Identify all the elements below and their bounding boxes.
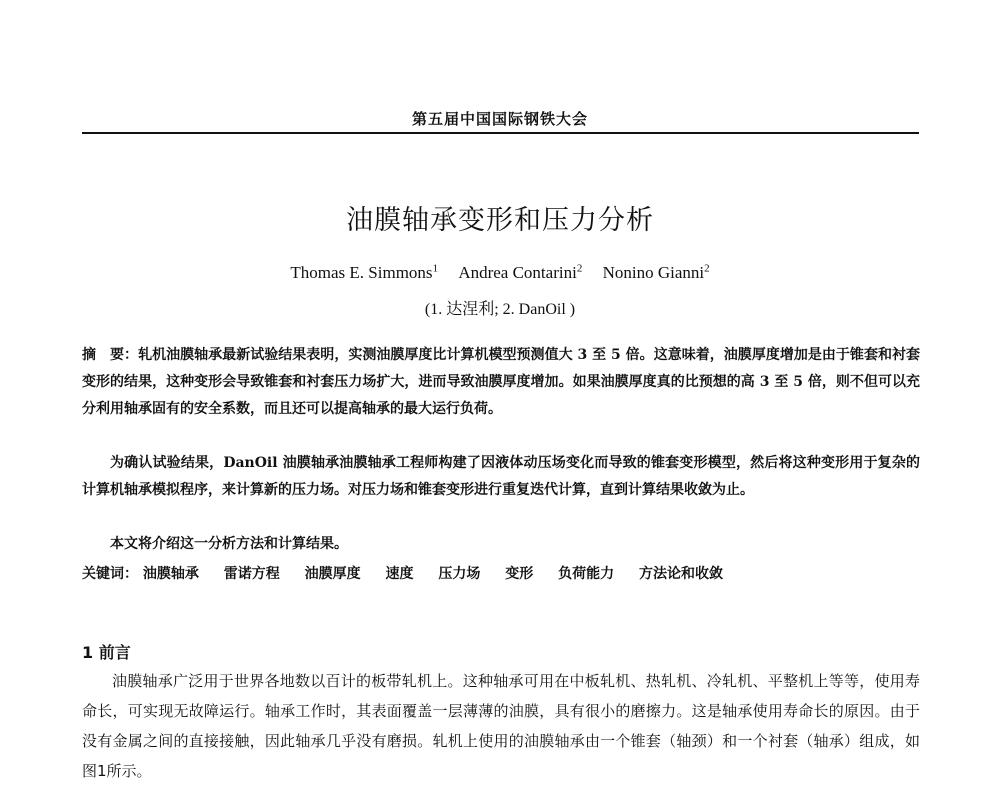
conference-header: 第五届中国国际钢铁大会 <box>411 110 588 128</box>
section-body-text: 油膜轴承广泛用于世界各地数以百计的板带轧机上。这种轴承可用在中板轧机、热轧机、冷轧机、平整机上等等，使用寿命长，可实现无故障运行。轴承工作时，其表面覆盖一层薄薄的油膜，具有很小的磨擦力。这是轴承使用寿命长的原因。由于没有金属之间的直接接触，因此轴承几乎没有磨损。轧机上使用的油膜轴承由一个锥套（轴颈）和一个衬套（轴承）组成，如图1所示。 <box>82 672 920 780</box>
keyword: 方法论和收敛 <box>639 566 723 582</box>
keywords-label: 关键词： <box>82 566 138 582</box>
author-name: Nonino Gianni <box>602 262 705 282</box>
author-2 <box>458 263 582 282</box>
author-affil-mark: 2 <box>576 262 583 274</box>
keyword: 负荷能力 <box>558 566 615 582</box>
author-1 <box>290 263 438 282</box>
header-rule <box>82 132 919 134</box>
keyword: 速度 <box>385 566 414 582</box>
paper-title: 油膜轴承变形和压力分析 <box>346 205 654 236</box>
keyword: 油膜轴承 <box>142 566 199 582</box>
author-list <box>0 262 1000 283</box>
affiliation-line: (1. 达涅利; 2. DanOil ) <box>424 301 576 318</box>
abstract-label: 摘 要： <box>82 347 139 363</box>
abstract-paragraph-1 <box>82 342 920 423</box>
author-3 <box>603 263 710 282</box>
keywords-line <box>82 563 920 583</box>
author-name: Thomas E. Simmons <box>290 262 433 282</box>
author-name: Andrea Contarini <box>458 262 577 282</box>
author-affil-mark: 2 <box>704 262 710 274</box>
keyword: 压力场 <box>438 566 481 582</box>
abstract-paragraph-2: 为确认试验结果，DanOil 油膜轴承油膜轴承工程师构建了因液体动压场变化而导致的锥套变形模型，然后将这种变形用于复杂的计算机轴承模拟程序，来计算新的压力场。对压力场和锥套变形进行重复迭代计算，直到计算结果收敛为止。 <box>82 455 920 498</box>
author-affil-mark: 1 <box>432 262 439 274</box>
keyword: 变形 <box>505 566 534 582</box>
abstract-paragraph-3: 本文将介绍这一分析方法和计算结果。 <box>110 536 348 552</box>
section-heading: 1 前言 <box>82 643 131 662</box>
keyword: 雷诺方程 <box>223 566 280 582</box>
keyword: 油膜厚度 <box>304 566 361 582</box>
abstract-text-1: 轧机油膜轴承最新试验结果表明，实测油膜厚度比计算机模型预测值大 3 至 5 倍。这意味着，油膜厚度增加是由于锥套和衬套变形的结果，这种变形会导致锥套和衬套压力场扩大，进而导致油膜厚度增加。如果油膜厚度真的比预想的高 3 至 5 倍，则不但可以充分利用轴承固有的安全系数，而且还可以提高轴承的最大运行负荷。 <box>82 347 921 417</box>
